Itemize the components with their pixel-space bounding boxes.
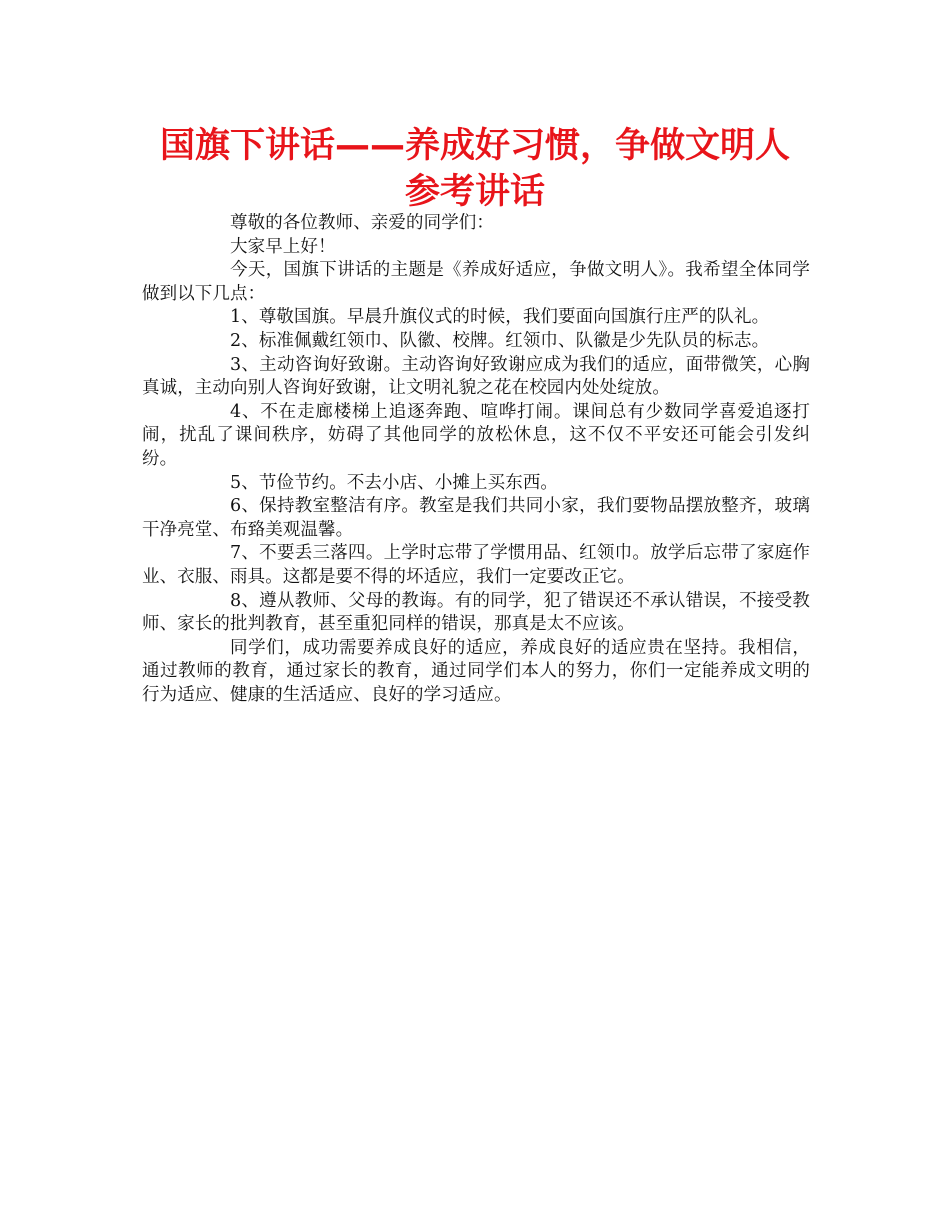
salutation: 尊敬的各位教师、亲爱的同学们：: [230, 213, 494, 233]
closing-paragraph: 同学们，成功需要养成良好的适应，养成良好的适应贵在坚持。我相信，通过教师的教育，通过家长的教育，通过同学们本人的努力，你们一定能养成文明的行为适应、健康的生活适应、良好的学习适应。: [142, 637, 810, 705]
point-2: 2、标准佩戴红领巾、队徽、校牌。红领巾、队徽是少先队员的标志。: [230, 330, 770, 351]
document-title: 国旗下讲话——养成好习惯，争做文明人: [159, 126, 790, 166]
point-1: 1、尊敬国旗。早晨升旗仪式的时候，我们要面向国旗行庄严的队礼。: [230, 307, 770, 328]
point-3: 3、主动咨询好致谢。主动咨询好致谢应成为我们的适应，面带微笑，心胸真诚，主动向别人咨询好致谢，让文明礼貌之花在校园内处处绽放。: [142, 354, 810, 399]
point-7: 7、不要丢三落四。上学时忘带了学惯用品、红领巾。放学后忘带了家庭作业、衣服、雨具。这都是要不得的坏适应，我们一定要改正它。: [142, 543, 810, 587]
document-subtitle: 参考讲话: [404, 172, 545, 212]
point-5: 5、节俭节约。不去小店、小摊上买东西。: [230, 472, 559, 493]
point-6: 6、保持教室整洁有序。教室是我们共同小家，我们要物品摆放整齐，玻璃干净亮堂、布臵美观温馨。: [142, 496, 810, 540]
intro-paragraph: 今天，国旗下讲话的主题是《养成好适应，争做文明人》。我希望全体同学做到以下几点：: [142, 260, 810, 304]
document-body: [142, 212, 810, 707]
point-4: 4、不在走廊楼梯上追逐奔跑、喧哗打闹。课间总有少数同学喜爱追逐打闹，扰乱了课间秩序，妨碍了其他同学的放松休息，这不仅不平安还可能会引发纠纷。: [142, 401, 810, 469]
point-8: 8、遵从教师、父母的教诲。有的同学，犯了错误还不承认错误，不接受教师、家长的批判教育，甚至重犯同样的错误，那真是太不应该。: [142, 590, 810, 635]
greeting: 大家早上好！: [230, 236, 336, 257]
